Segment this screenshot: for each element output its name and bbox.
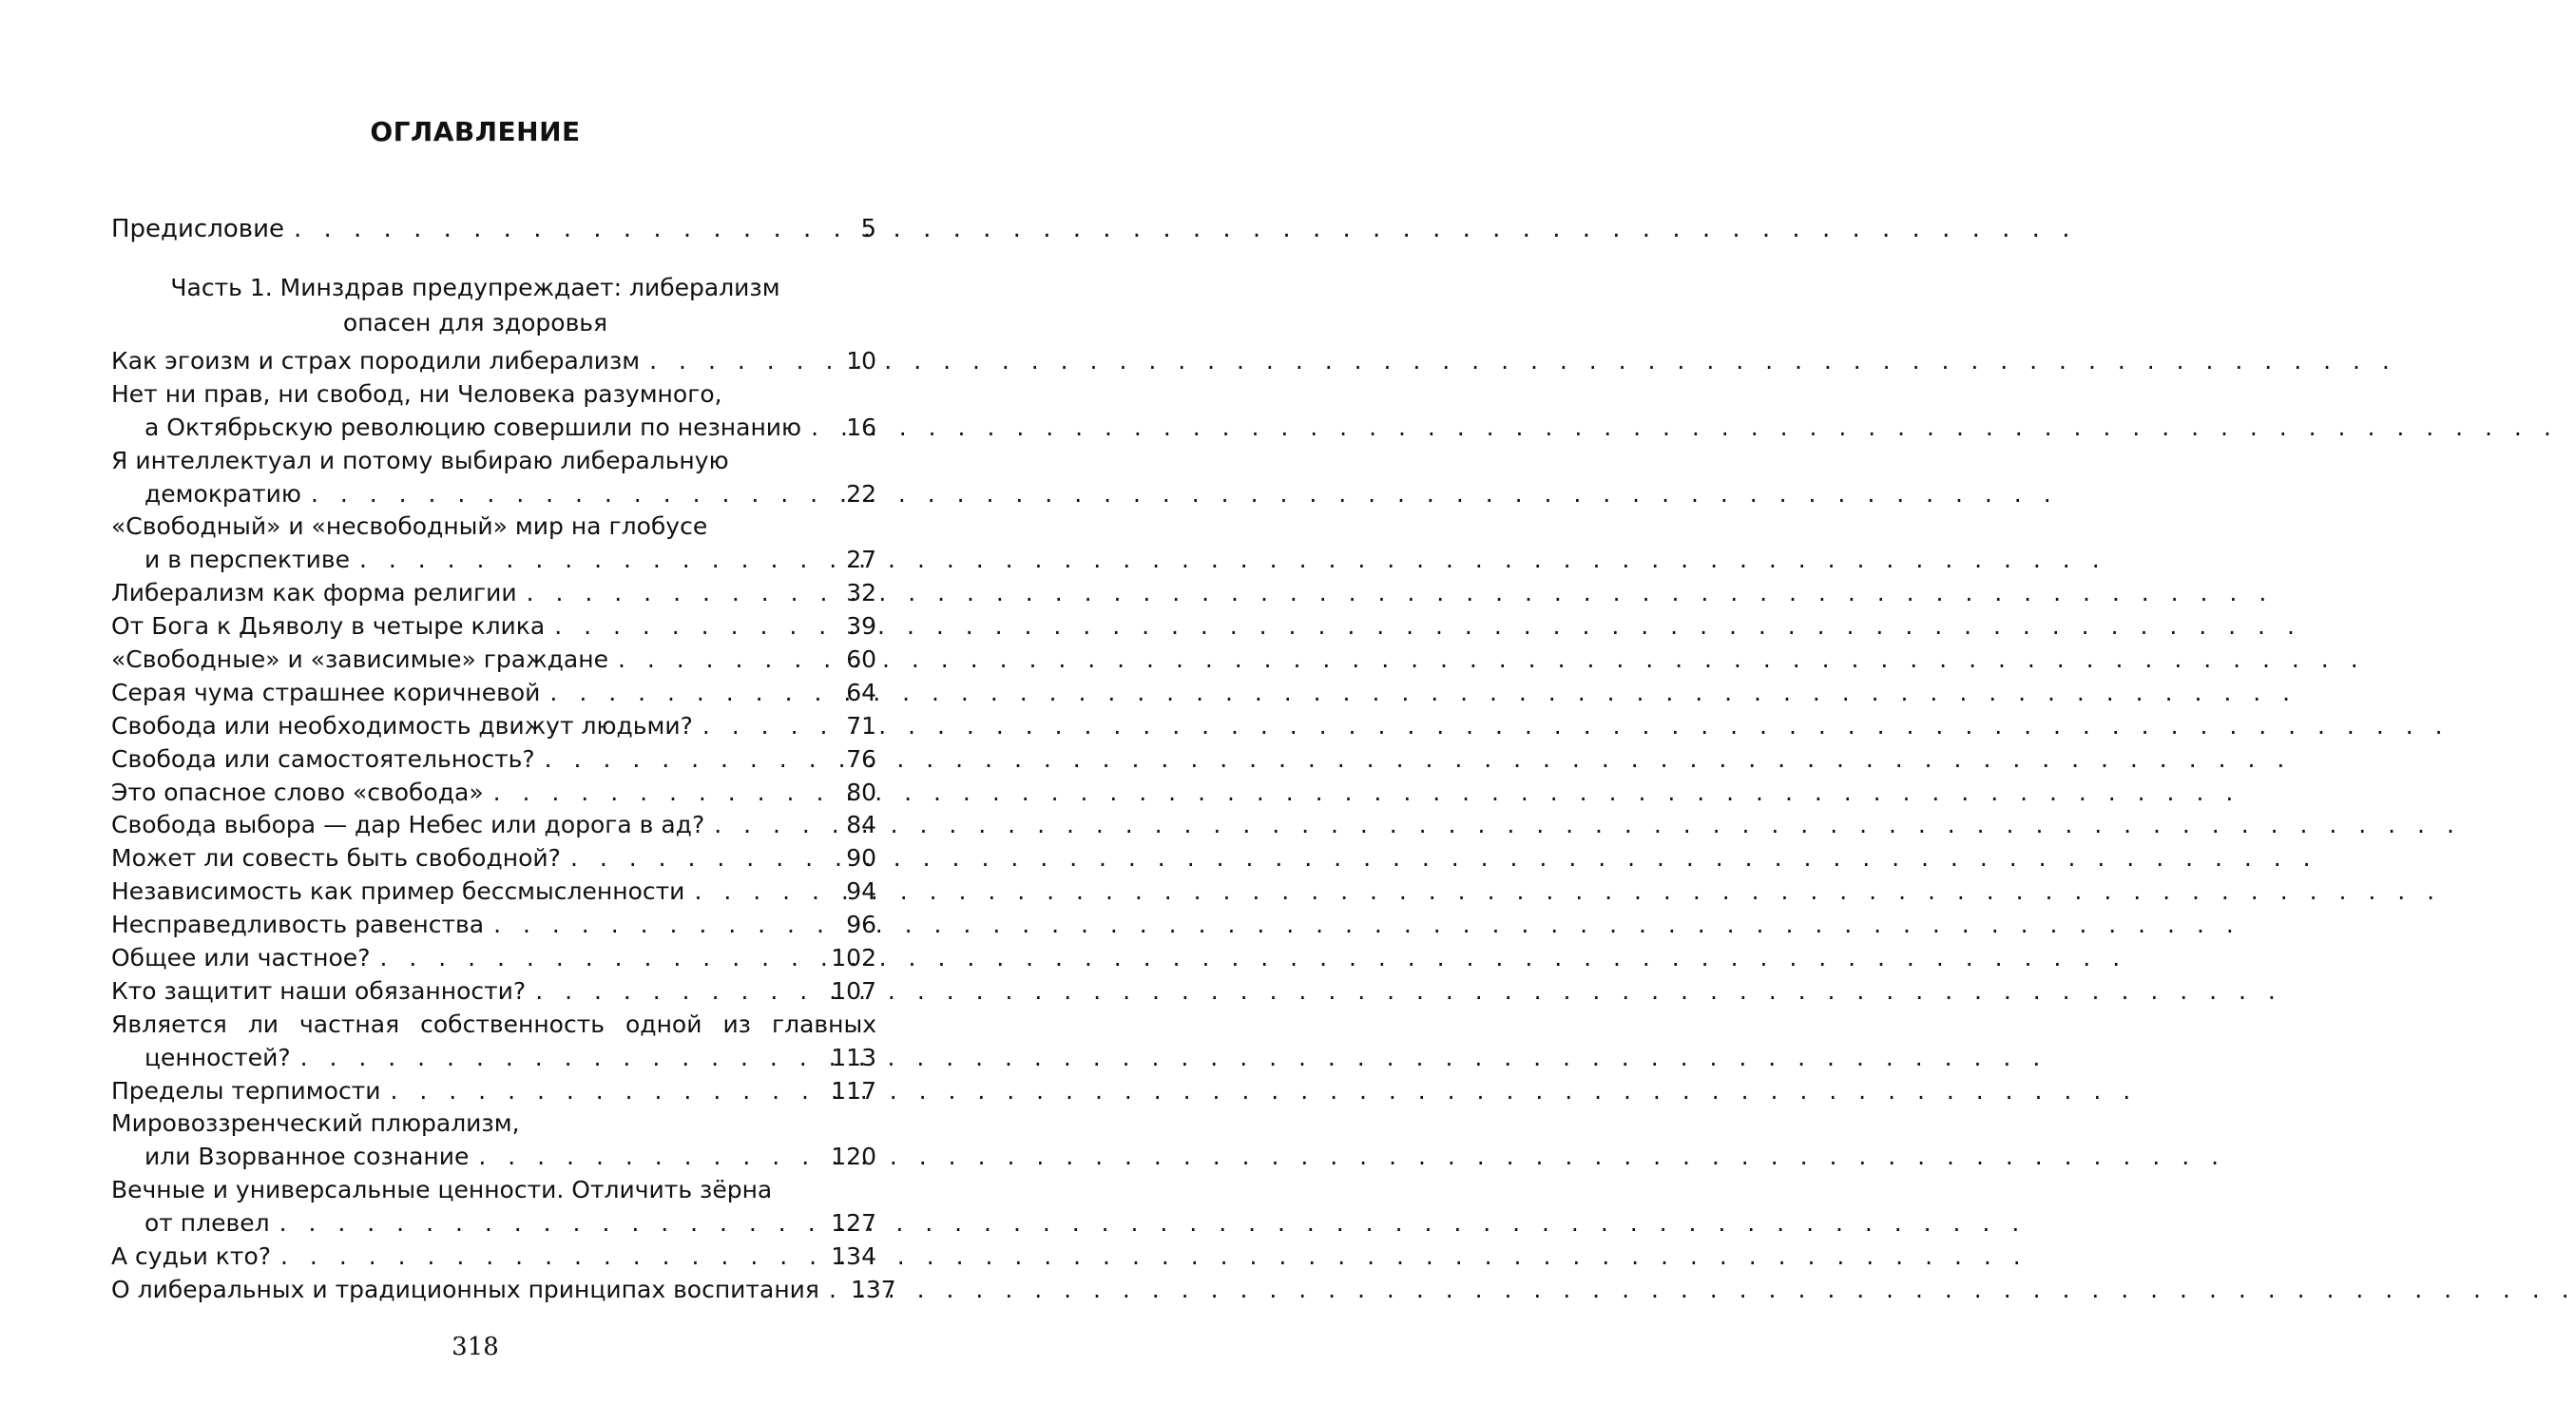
dot-leader <box>484 909 846 942</box>
toc-entry <box>111 743 876 777</box>
dot-leader <box>540 677 846 710</box>
toc-entry-title: Свобода или необходимость движут людьми? <box>111 711 693 740</box>
toc-page <box>0 0 951 1424</box>
toc-entry <box>111 644 876 677</box>
toc-entry <box>111 942 876 975</box>
toc-entry-title: Мировоззренческий плюрализм, <box>111 1109 520 1138</box>
toc-entry-page: 96 <box>846 911 876 939</box>
dot-leader <box>608 644 846 677</box>
toc-entry <box>111 510 876 577</box>
toc-entry-page: 120 <box>831 1143 876 1171</box>
dot-leader <box>535 743 847 777</box>
toc-entry-title: ценностей? <box>144 1043 291 1071</box>
toc-entry-title-cont: от плевел <box>144 1209 270 1238</box>
page-number: 318 <box>452 1333 499 1361</box>
toc-entry-title: «Свободный» и «несвободный» мир на глобусе <box>111 512 708 541</box>
dot-leader <box>271 1241 831 1274</box>
toc-entry-page: 113 <box>831 1043 876 1071</box>
toc-entry <box>111 975 876 1009</box>
preface-title: Предисловие <box>111 215 284 243</box>
toc-entry-page: 27 <box>846 546 876 574</box>
toc-entry-page: 22 <box>846 479 876 508</box>
toc-entry-line <box>111 1207 876 1241</box>
toc-entry-word: из <box>722 1010 751 1038</box>
toc-entry-line <box>111 710 876 743</box>
toc-list <box>111 345 896 1307</box>
toc-entry-line <box>111 345 876 378</box>
toc-entry-page: 102 <box>831 944 876 972</box>
toc-entry-title: Общее или частное? <box>111 944 371 972</box>
toc-entry-title-cont: демократию <box>144 479 301 508</box>
toc-entry-line <box>111 942 876 975</box>
dot-leader <box>381 1075 832 1108</box>
toc-entry <box>111 842 876 876</box>
toc-entry-title: Свобода выбора — дар Небес или дорога в ад? <box>111 811 705 839</box>
toc-entry <box>111 577 876 610</box>
toc-entry-word: собственность <box>420 1010 606 1038</box>
part-heading-line1: Часть 1. Минздрав предупреждает: либерализм <box>170 274 780 301</box>
toc-entry <box>111 909 876 942</box>
toc-entry-title: Как эгоизм и страх породили либерализм <box>111 346 641 375</box>
toc-entry <box>111 1075 876 1108</box>
dot-leader <box>693 710 846 743</box>
toc-entry-page: 94 <box>846 877 876 906</box>
toc-entry-title: Пределы терпимости <box>111 1076 381 1105</box>
toc-entry-line <box>111 544 876 577</box>
toc-entry-word: главных <box>771 1010 876 1038</box>
toc-entry-title: Серая чума страшнее коричневой <box>111 678 541 706</box>
toc-entry-word: частная <box>299 1010 400 1038</box>
toc-entry <box>111 378 876 445</box>
dot-leader <box>469 1141 831 1174</box>
toc-entry-title: Независимость как пример бессмысленности <box>111 877 685 906</box>
toc-entry-line <box>111 1141 876 1174</box>
toc-entry <box>111 345 876 378</box>
toc-entry-page: 39 <box>846 612 876 641</box>
toc-entry-line <box>111 644 876 677</box>
dot-leader <box>640 345 846 378</box>
toc-entry <box>111 809 876 842</box>
part-heading-line2: опасен для здоровья <box>342 309 608 337</box>
dot-leader <box>484 777 847 810</box>
toc-entry-page: 76 <box>846 744 876 773</box>
toc-entry-title: Может ли совесть быть свободной? <box>111 844 561 873</box>
toc-entry-line <box>111 975 876 1009</box>
toc-entry-line <box>111 777 876 810</box>
toc-entry-line <box>111 809 876 842</box>
toc-entry-title: Это опасное слово «свобода» <box>111 778 484 806</box>
preface-page: 5 <box>860 215 876 243</box>
toc-entry-title: Вечные и универсальные ценности. Отличить зёрна <box>111 1176 773 1204</box>
dot-leader <box>526 975 831 1009</box>
toc-entry-page: 64 <box>846 678 876 706</box>
toc-entry <box>111 1274 896 1307</box>
toc-entry-page: 60 <box>846 645 876 673</box>
toc-entry-title: А судьи кто? <box>111 1242 272 1271</box>
toc-entry-line <box>111 1241 876 1274</box>
dot-leader <box>704 809 846 842</box>
toc-entry-line <box>111 1274 896 1307</box>
toc-entry-title: О либеральных и традиционных принципах воспитания <box>111 1275 819 1303</box>
toc-entry-page: 10 <box>846 346 876 375</box>
toc-entry-title: Свобода или самостоятельность? <box>111 744 535 773</box>
dot-leader <box>517 577 847 610</box>
toc-entry-line <box>111 1174 876 1207</box>
toc-entry-line <box>111 445 876 478</box>
dot-leader <box>350 544 846 577</box>
toc-entry <box>111 777 876 810</box>
toc-entry-line <box>111 412 876 445</box>
toc-entry-line <box>111 478 876 511</box>
toc-entry-page: 137 <box>850 1275 896 1303</box>
toc-entry-word: ли <box>247 1010 279 1038</box>
toc-entry-title: «Свободные» и «зависимые» граждане <box>111 645 608 673</box>
toc-entry <box>111 445 876 511</box>
toc-entry-page: 107 <box>831 976 876 1005</box>
dot-leader <box>301 478 846 511</box>
toc-entry-title: Кто защитит наши обязанности? <box>111 976 527 1005</box>
dot-leader <box>561 842 846 876</box>
toc-entry-line <box>111 1009 876 1042</box>
toc-entry-page: 117 <box>831 1076 876 1105</box>
toc-entry <box>111 677 876 710</box>
toc-entry-title: Либерализм как форма религии <box>111 579 517 607</box>
dot-leader <box>684 876 846 909</box>
toc-entry-title-cont: а Октябрьскую революцию совершили по незнанию <box>144 413 802 441</box>
toc-entry <box>111 876 876 909</box>
toc-entry-title: От Бога к Дьяволу в четыре клика <box>111 612 546 641</box>
toc-entry-page: 90 <box>846 844 876 873</box>
toc-entry-line <box>111 743 876 777</box>
toc-entry-line <box>111 1075 876 1108</box>
toc-entry-title-cont: и в перспективе <box>144 546 350 574</box>
preface-entry <box>111 213 876 245</box>
toc-entry-line <box>111 876 876 909</box>
toc-entry-title: Несправедливость равенства <box>111 911 485 939</box>
dot-leader <box>819 1274 851 1307</box>
toc-entry <box>111 1174 876 1241</box>
toc-entry-title: Я интеллектуал и потому выбираю либеральную <box>111 446 729 474</box>
toc-entry-line <box>111 909 876 942</box>
toc-entry-title-cont: или Взорванное сознание <box>144 1143 470 1171</box>
toc-entry-line <box>111 1042 876 1075</box>
toc-entry-line <box>111 378 876 412</box>
dot-leader <box>545 610 846 644</box>
dot-leader <box>370 942 831 975</box>
toc-entry <box>111 1107 876 1174</box>
dot-leader <box>284 213 860 245</box>
toc-entry-page: 84 <box>846 811 876 839</box>
toc-entry-page: 80 <box>846 778 876 806</box>
toc-entry <box>111 610 876 644</box>
toc-entry <box>111 1009 876 1075</box>
toc-entry-word: одной <box>625 1010 702 1038</box>
toc-entry <box>111 710 876 743</box>
toc-entry-page: 127 <box>831 1209 876 1238</box>
toc-entry-page: 16 <box>846 413 876 441</box>
toc-entry-line <box>111 842 876 876</box>
toc-entry-title: Нет ни прав, ни свобод, ни Человека разумного, <box>111 379 722 408</box>
toc-entry-word: Является <box>111 1010 227 1038</box>
dot-leader <box>291 1042 832 1075</box>
toc-entry <box>111 1241 876 1274</box>
toc-entry-line <box>111 677 876 710</box>
toc-entry-line <box>111 1107 876 1141</box>
page-title: ОГЛАВЛЕНИЕ <box>370 116 581 147</box>
toc-entry-page: 71 <box>846 711 876 740</box>
dot-leader <box>801 412 846 445</box>
part-heading <box>0 270 951 340</box>
toc-entry-page: 134 <box>831 1242 876 1271</box>
toc-entry-line <box>111 610 876 644</box>
toc-entry-page: 32 <box>846 579 876 607</box>
toc-entry-line <box>111 577 876 610</box>
dot-leader <box>270 1207 832 1241</box>
toc-entry-line <box>111 510 876 544</box>
